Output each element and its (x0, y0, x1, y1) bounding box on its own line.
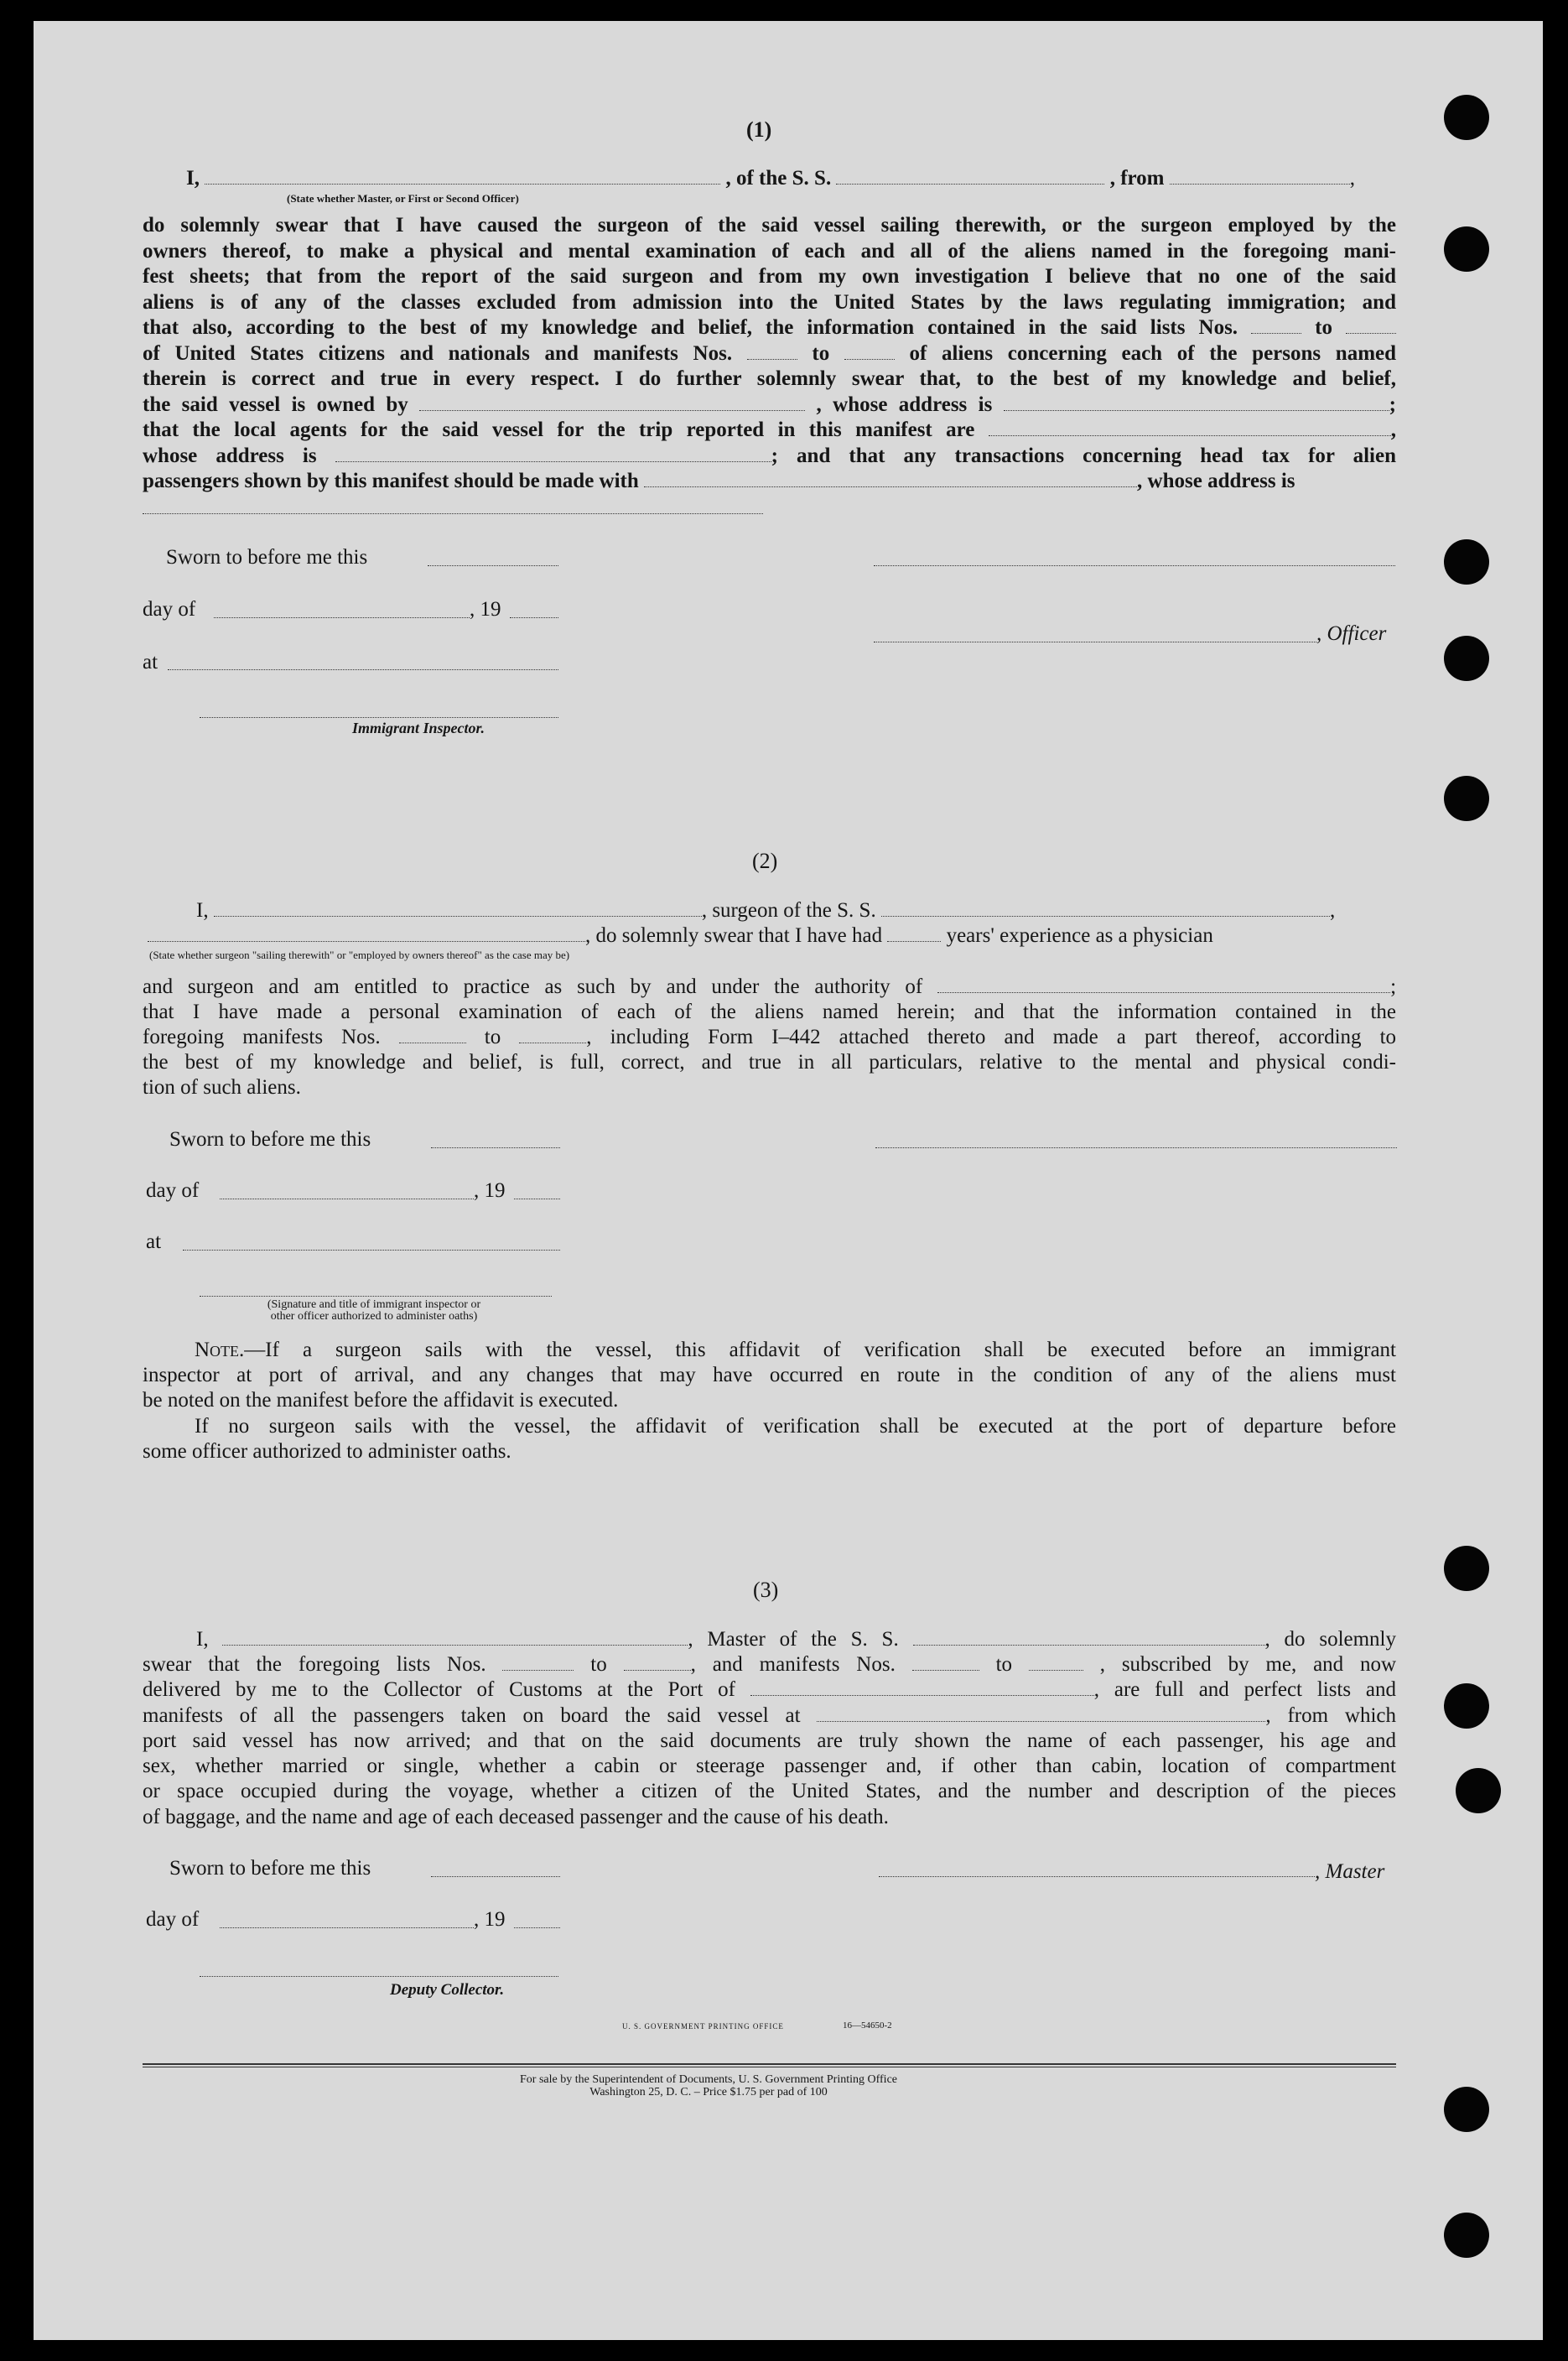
semicolon: ; (1389, 393, 1396, 416)
vessel-name-blank[interactable] (913, 1633, 1265, 1646)
footer-rule (143, 2063, 1396, 2065)
solemnly-text: , do solemnly (1264, 1628, 1396, 1651)
note-line: some officer authorized to administer oaths. (143, 1440, 511, 1463)
master-name-blank[interactable] (222, 1633, 688, 1646)
section-1-line: fest sheets; that from the report of the said surgeon and from my own investigation I believe that no one of the said (143, 265, 1396, 288)
from-label: , from (1109, 167, 1165, 190)
pronoun-i: I, (186, 167, 200, 190)
punch-hole (1444, 776, 1489, 821)
section-3-line: port said vessel has now arrived; and that on the said documents are truly shown the name of each passenger, his age and (143, 1729, 1396, 1752)
year-blank[interactable] (514, 1927, 560, 1928)
lists-text: swear that the foregoing lists Nos. (143, 1653, 486, 1676)
lists-to-blank[interactable] (1346, 321, 1396, 334)
punch-hole (1444, 226, 1489, 272)
to-label: to (1315, 316, 1332, 339)
section-2-line: the best of my knowledge and belief, is full, correct, and true in all particulars, relative to the mental and physical condi- (143, 1051, 1396, 1074)
subscribed-text: , subscribed by me, and now (1099, 1653, 1397, 1676)
experience-text: years' experience as a physician (946, 924, 1213, 947)
year-label: , 19 (470, 598, 501, 621)
from-which-text: , from which (1265, 1704, 1397, 1727)
section-1-line: therein is correct and true in every respect. I do further solemnly swear that, to the best of my knowledge and belief, (143, 367, 1396, 390)
inspector-signature-blank[interactable] (200, 717, 558, 718)
section-1-lists-line (143, 315, 1396, 341)
section-2-line: that I have made a personal examination of each of the aliens named herein; and that the information contained in the (143, 1001, 1396, 1023)
sale-notice (503, 2073, 914, 2098)
pronoun-i: I, (196, 899, 209, 922)
deputy-collector-label: Deputy Collector. (390, 1981, 505, 1999)
punch-hole (1444, 2087, 1489, 2132)
officer-label: , Officer (1316, 622, 1387, 645)
note-line: be noted on the manifest before the affidavit is executed. (143, 1389, 619, 1412)
lists-text: that also, according to the best of my knowledge and belief, the information contained in the said lists Nos. (143, 316, 1238, 339)
punch-hole (1444, 2213, 1489, 2258)
agents-address-blank[interactable] (335, 450, 771, 462)
year-label: , 19 (474, 1908, 506, 1931)
to-label: to (484, 1026, 501, 1048)
section-2-second-line (148, 923, 1213, 949)
surgeon-status-blank[interactable] (148, 929, 585, 942)
section-1-manifests-line (143, 341, 1396, 367)
head-tax-text: passengers shown by this manifest should be made with (143, 470, 639, 492)
sworn-label: Sworn to before me this (166, 546, 368, 569)
manifests-to-blank[interactable] (844, 347, 895, 360)
section-1-number: (1) (746, 117, 772, 142)
punch-hole (1444, 1683, 1489, 1729)
agents-text: that the local agents for the said vessel for the trip reported in this manifest are (143, 419, 975, 441)
section-3-line: or space occupied during the voyage, whether a citizen of the United States, and the number and description of the pieces (143, 1780, 1396, 1802)
master-of-ss-label: , Master of the S. S. (688, 1628, 899, 1651)
manifests-from-blank[interactable] (747, 347, 797, 360)
section-2-manifests-line (143, 1025, 1396, 1051)
manifests-text: , and manifests Nos. (690, 1653, 896, 1676)
day-of-label: day of (146, 1908, 200, 1931)
signature-hint-line: other officer authorized to administer oaths) (270, 1310, 478, 1323)
to-label: to (995, 1653, 1013, 1676)
aliens-text: of aliens concerning each of the persons named (909, 341, 1397, 365)
punch-hole (1444, 636, 1489, 681)
comma: , (1349, 167, 1355, 190)
comma: , (1390, 419, 1397, 441)
section-3-port-line (143, 1677, 1396, 1703)
section-1-agents-line (143, 418, 1396, 444)
embarkation-port-blank[interactable] (817, 1709, 1265, 1722)
vessel-name-blank[interactable] (881, 904, 1330, 917)
vessel-name-blank[interactable] (836, 172, 1104, 185)
owner-address-blank[interactable] (1004, 398, 1389, 411)
semicolon: ; (1390, 975, 1397, 998)
punch-hole (1456, 1768, 1501, 1813)
manifests-to-blank[interactable] (519, 1031, 586, 1043)
head-tax-text: ; and that any transactions concerning head tax for alien (771, 444, 1396, 467)
whose-address-text: , whose address is (1137, 470, 1295, 492)
owned-by-text: the said vessel is owned by (143, 393, 408, 416)
lists-to-blank[interactable] (624, 1658, 691, 1671)
lists-from-blank[interactable] (1251, 321, 1301, 334)
authority-text: and surgeon and am entitled to practice as such by and under the authority of (143, 975, 923, 998)
section-1-line: do solemnly swear that I have caused the surgeon of the said vessel sailing therewith, or the surgeon employed by the (143, 214, 1396, 237)
sworn-label: Sworn to before me this (169, 1128, 371, 1151)
lists-from-blank[interactable] (502, 1658, 574, 1671)
of-ss-label: , of the S. S. (725, 167, 832, 190)
sworn-date-blank[interactable] (431, 1147, 560, 1148)
manifests-from-blank[interactable] (399, 1031, 466, 1043)
manifests-from-blank[interactable] (912, 1658, 979, 1671)
section-3-boarded-line (143, 1703, 1396, 1729)
section-1-line: owners thereof, to make a physical and mental examination of each and all of the aliens named in the foregoing mani- (143, 239, 1396, 263)
month-blank[interactable] (220, 1927, 474, 1928)
sale-notice-line: For sale by the Superintendent of Documents, U. S. Government Printing Office (520, 2073, 897, 2086)
at-place-blank[interactable] (183, 1250, 560, 1251)
surgeon-signature-blank[interactable] (875, 1147, 1397, 1148)
surgeon-hint: (State whether surgeon "sailing therewith" or "employed by owners thereof" as the case may be) (149, 949, 570, 961)
officer-name-blank[interactable] (205, 172, 720, 185)
whose-address-text: , whose address is (816, 393, 993, 416)
manifests-to-blank[interactable] (1029, 1658, 1083, 1671)
at-label: at (143, 651, 158, 673)
surgeon-of-ss-label: , surgeon of the S. S. (701, 899, 876, 922)
deputy-signature-blank[interactable] (200, 1976, 558, 1977)
at-label: at (146, 1230, 162, 1253)
section-3-line: of baggage, and the name and age of each deceased passenger and the cause of his death. (143, 1806, 889, 1828)
punch-hole (1444, 1546, 1489, 1591)
note-label: Note. (195, 1339, 245, 1361)
solemnly-swear-text: , do solemnly swear that I have had (585, 924, 883, 947)
sworn-date-blank[interactable] (431, 1876, 560, 1877)
section-2-authority-line (143, 975, 1396, 1001)
years-blank[interactable] (887, 929, 941, 942)
sworn-label: Sworn to before me this (169, 1857, 371, 1880)
signature-hint-line: (Signature and title of immigrant inspector or (267, 1298, 481, 1311)
comma: , (1329, 899, 1336, 922)
section-3-lists-line (143, 1652, 1396, 1678)
to-label: to (590, 1653, 607, 1676)
head-tax-blank[interactable] (644, 475, 1137, 487)
manifests-text: of United States citizens and nationals and manifests Nos. (143, 341, 733, 365)
section-1-line: aliens is of any of the classes excluded from admission into the United States by the laws regulating immigration; and (143, 290, 1396, 314)
month-blank[interactable] (214, 617, 470, 618)
immigrant-inspector-label: Immigrant Inspector. (352, 720, 485, 736)
master-label: , Master (1315, 1860, 1385, 1883)
at-place-blank[interactable] (168, 669, 558, 670)
passengers-text: manifests of all the passengers taken on board the said vessel at (143, 1704, 801, 1727)
officer-signature-blank[interactable] (874, 565, 1395, 566)
section-3-number: (3) (753, 1578, 779, 1602)
note-line: inspector at port of arrival, and any changes that may have occurred en route in the condition of any of the aliens must (143, 1364, 1396, 1386)
day-of-label: day of (146, 1179, 200, 1202)
manifests-text: foregoing manifests Nos. (143, 1026, 381, 1048)
agents-blank[interactable] (989, 424, 1391, 436)
section-2-number: (2) (752, 849, 778, 873)
inspector-signature-blank[interactable] (200, 1296, 552, 1297)
year-label: , 19 (474, 1179, 506, 1202)
note-line (143, 1338, 1396, 1364)
master-signature-blank[interactable] (879, 1876, 1315, 1877)
form-text: , including Form I–442 attached thereto and made a part thereof, according to (586, 1026, 1397, 1048)
section-1-owner-line (143, 393, 1396, 419)
punch-hole (1444, 95, 1489, 140)
section-2-line: tion of such aliens. (143, 1076, 301, 1099)
year-blank[interactable] (510, 617, 558, 618)
section-3-first-line (143, 1627, 1396, 1653)
gpo-imprint: U. S. GOVERNMENT PRINTING OFFICE (622, 2022, 784, 2031)
surgeon-name-blank[interactable] (214, 904, 702, 917)
section-1-agents-address-line (143, 444, 1396, 470)
note-text: If no surgeon sails with the vessel, the affidavit of verification shall be executed at the port of departure before (195, 1415, 1396, 1438)
owner-blank[interactable] (419, 398, 805, 411)
section-3-line: sex, whether married or single, whether a cabin or steerage passenger and, if other than cabin, location of compartment (143, 1755, 1396, 1777)
authority-blank[interactable] (937, 980, 1390, 993)
head-tax-address-blank[interactable] (143, 513, 763, 514)
from-port-blank[interactable] (1170, 172, 1350, 185)
to-label: to (812, 341, 830, 365)
form-code: 16—54650-2 (843, 2020, 892, 2031)
note-line (143, 1414, 1396, 1440)
day-of-label: day of (143, 598, 196, 621)
whose-address-text: whose address is (143, 444, 317, 467)
perfect-lists-text: , are full and perfect lists and (1093, 1678, 1397, 1701)
section-2-first-line (196, 898, 1335, 923)
punch-hole (1444, 539, 1489, 585)
section-1-head-tax-line (143, 469, 1396, 495)
sworn-date-blank[interactable] (428, 565, 558, 566)
sale-notice-line: Washington 25, D. C. – Price $1.75 per pad of 100 (589, 2086, 828, 2098)
collector-text: delivered by me to the Collector of Customs at the Port of (143, 1678, 735, 1701)
pronoun-i: I, (196, 1628, 209, 1651)
signature-hint (198, 1299, 550, 1323)
section-1-first-line (186, 166, 1355, 191)
officer-hint: (State whether Master, or First or Second Officer) (287, 192, 519, 205)
port-blank[interactable] (750, 1683, 1094, 1696)
note-text: —If a surgeon sails with the vessel, this affidavit of verification shall be executed before an immigrant (244, 1339, 1396, 1361)
